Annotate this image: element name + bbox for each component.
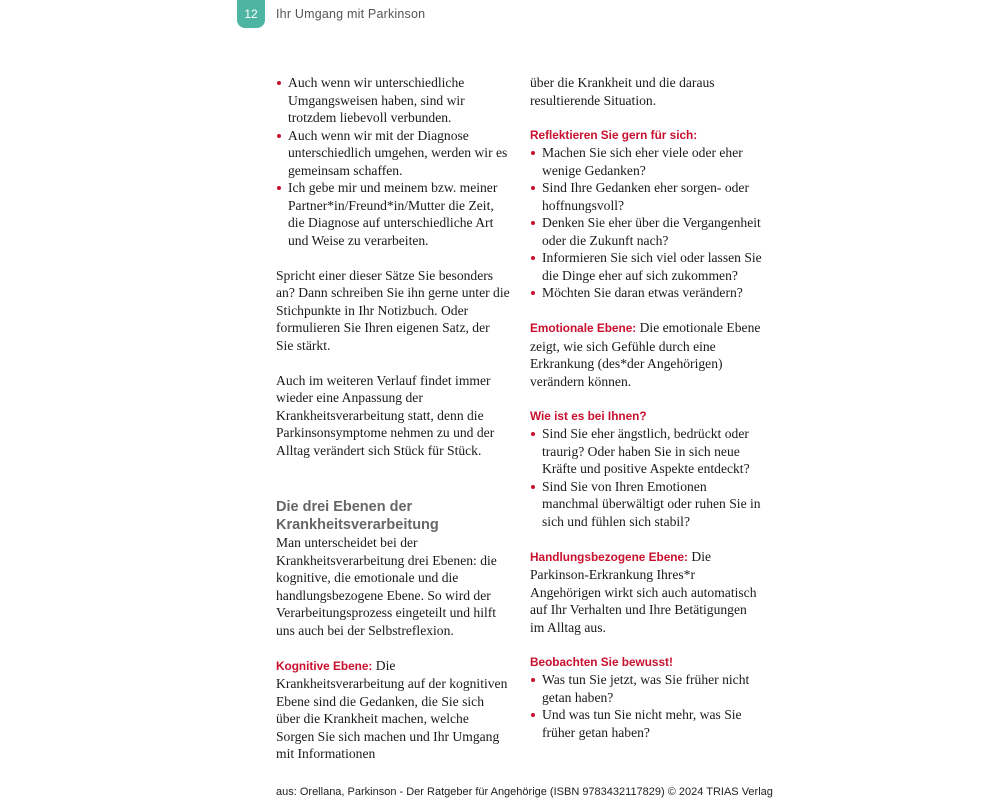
observe-list: [530, 671, 764, 741]
page-number: 12: [244, 7, 258, 21]
wie-heading: Wie ist es bei Ihnen?: [530, 408, 647, 423]
section-title: Die drei Ebenen der Krankheitsverarbeitung: [276, 499, 439, 533]
paragraph-notebook: Spricht einer dieser Sätze Sie besonders an? Dann schreiben Sie ihn gerne unter die Stichpunkte in Ihr Notizbuch. Oder formulieren Sie Ihren eigenen Satz, der Sie stärkt.: [276, 267, 510, 353]
paragraph-levels: Man unterscheidet bei der Krankheitsverarbeitung drei Ebenen: die kognitive, die emotionale und die handlungsbezogene Ebene. So wird der Verarbeitungsprozess eingeteilt und hilft uns auch bei der Selbstreflexion.: [276, 535, 497, 638]
list-item: Auch wenn wir mit der Diagnose unterschiedlich umgehen, werden wir es gemeinsam schaffen.: [276, 127, 510, 180]
list-item: Möchten Sie daran etwas verändern?: [530, 284, 764, 302]
list-item: Ich gebe mir und meinem bzw. meiner Partner*in/Freund*in/Mutter die Zeit, die Diagnose auf unterschiedliche Art und Weise zu verarbeiten.: [276, 179, 510, 249]
action-label: Handlungsbezogene Ebene:: [530, 549, 688, 564]
list-item: Auch wenn wir unterschiedliche Umgangsweisen haben, sind wir trotzdem liebevoll verbunden.: [276, 74, 510, 127]
affirmation-list: [276, 74, 510, 249]
reflect-heading: Reflektieren Sie gern für sich:: [530, 127, 698, 142]
paragraph-adaptation: Auch im weiteren Verlauf findet immer wieder eine Anpassung der Krankheitsverarbeitung statt, denn die Parkinsonsymptome nehmen zu und der Alltag verändert sich Stück für Stück.: [276, 372, 495, 458]
running-title: Ihr Umgang mit Parkinson: [276, 7, 426, 21]
paragraph-cognitive: [276, 657, 510, 763]
list-item: Denken Sie eher über die Vergangenheit oder die Zukunft nach?: [530, 214, 764, 249]
cognitive-label: Kognitive Ebene:: [276, 658, 373, 673]
right-column: [530, 74, 764, 741]
list-item: Sind Sie von Ihren Emotionen manchmal überwältigt oder ruhen Sie in sich und fühlen sich stabil?: [530, 478, 764, 531]
cognitive-text: Die Krankheitsverarbeitung auf der kognitiven Ebene sind die Gedanken, die Sie sich über die Krankheit machen, welche Sorgen Sie sich machen und Ihr Umgang mit Informationen: [276, 657, 508, 761]
action-text: Die Parkinson-Erkrankung Ihres*r Angehörigen wirkt sich auch automatisch auf Ihr Verhalten und Ihre Betätigungen im Alltag aus.: [530, 548, 757, 635]
paragraph-action: [530, 548, 764, 637]
emotional-label: Emotionale Ebene:: [530, 321, 637, 335]
list-item: Sind Ihre Gedanken eher sorgen- oder hoffnungsvoll?: [530, 179, 764, 214]
left-column: [276, 74, 510, 763]
list-item: Sind Sie eher ängstlich, bedrückt oder traurig? Oder haben Sie in sich neue Kräfte und positive Aspekte entdeckt?: [530, 425, 764, 478]
list-item: Machen Sie sich eher viele oder eher wenige Gedanken?: [530, 144, 764, 179]
observe-heading: Beobachten Sie bewusst!: [530, 654, 673, 669]
list-item: Was tun Sie jetzt, was Sie früher nicht getan haben?: [530, 671, 764, 706]
paragraph-continued: über die Krankheit und die daraus resultierende Situation.: [530, 75, 715, 108]
emotional-text: Die emotionale Ebene zeigt, wie sich Gefühle durch eine Erkrankung (des*der Angehörigen) verändern können.: [530, 320, 761, 389]
page-number-tab: [237, 0, 265, 28]
wie-list: [530, 425, 764, 530]
list-item: Informieren Sie sich viel oder lassen Sie die Dinge eher auf sich zukommen?: [530, 249, 764, 284]
list-item: Und was tun Sie nicht mehr, was Sie früher getan haben?: [530, 706, 764, 741]
footer-credit: aus: Orellana, Parkinson - Der Ratgeber für Angehörige (ISBN 9783432117829) © 2024 TRIAS Verlag: [276, 786, 773, 798]
reflect-list: [530, 144, 764, 302]
paragraph-emotional: [530, 319, 764, 390]
